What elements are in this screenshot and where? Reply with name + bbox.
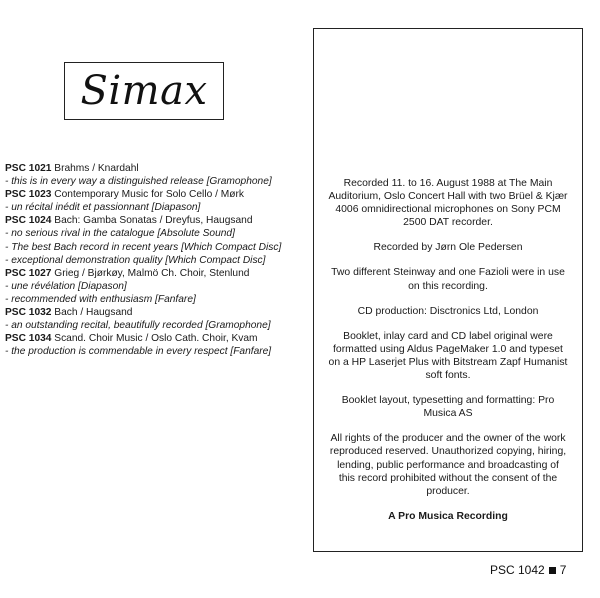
review-quote [5,345,305,358]
booklet-info: Booklet, inlay card and CD label original were formatted using Aldus PageMaker 1.0 and typeset on a HP Laserjet Plus with Bitstream Zapf Humanist soft fonts. [328,330,568,382]
instruments-info: Two different Steinway and one Fazioli were in use on this recording. [331,267,565,292]
review-quote [5,254,305,267]
review-quote [5,319,305,332]
entry-title: Grieg / Bjørkøy, Malmö Ch. Choir, Stenlund [51,267,250,279]
layout-info: Booklet layout, typesetting and formatting: Pro Musica AS [341,395,555,420]
pro-musica-credit: A Pro Musica Recording [388,510,508,522]
review-quote [5,241,305,254]
page-footer [490,563,566,577]
review-text: - this is in every way a distinguished release [Gramophone] [5,176,272,188]
review-text: - une révélation [Diapason] [5,280,127,292]
catalog-entry [5,214,305,227]
catalog-code: PSC 1024 [5,215,52,227]
catalog-code: PSC 1032 [5,307,52,319]
review-text: - no serious rival in the catalogue [Absolute Sound] [5,228,235,240]
page-number: 7 [559,563,567,577]
review-quote [5,175,305,188]
recording-info: Recorded 11. to 16. August 1988 at The Main Auditorium, Oslo Concert Hall with two Brüel & Kjær 4006 omnidirectional microphones on Sony PCM 2500 DAT recorder. [328,178,568,229]
catalog-code: PSC 1034 [5,333,52,345]
catalog-entry [5,267,305,280]
review-text: - The best Bach record in recent years [Which Compact Disc] [5,241,282,253]
catalog-code: PSC 1023 [5,189,52,201]
catalog-entry [5,332,305,345]
logo-text: Simax [80,68,208,114]
production-notes-box [313,28,583,552]
review-quote [5,201,305,214]
review-text: - exceptional demonstration quality [Which Compact Disc] [5,254,266,266]
catalog-entry [5,306,305,319]
review-text: - an outstanding recital, beautifully recorded [Gramophone] [5,320,271,332]
review-text: - un récital inédit et passionnant [Diapason] [5,202,201,214]
review-text: - recommended with enthusiasm [Fanfare] [5,293,196,305]
review-quote [5,227,305,240]
entry-title: Scand. Choir Music / Oslo Cath. Choir, Kvam [51,333,258,345]
entry-title: Contemporary Music for Solo Cello / Mørk [51,189,244,201]
simax-logo [64,62,224,120]
catalog-code: PSC 1027 [5,267,52,279]
recorded-by: Recorded by Jørn Ole Pedersen [373,242,523,254]
catalog-entry [5,188,305,201]
entry-title: Brahms / Knardahl [51,163,139,174]
cd-production: CD production: Disctronics Ltd, London [357,305,539,317]
catalog-number: PSC 1042 [490,563,545,577]
review-quote [5,293,305,306]
review-quote [5,280,305,293]
catalog-list [5,162,305,358]
review-text: - the production is commendable in every respect [Fanfare] [5,346,272,358]
entry-title: Bach / Haugsand [51,307,133,319]
catalog-code: PSC 1021 [5,163,52,174]
rights-notice: All rights of the producer and the owner of the work reproduced reserved. Unauthorized copying, hiring, lending, public performance and broadcasting of this record prohibited without the consent of the producer. [329,433,567,497]
square-bullet-icon [549,567,556,574]
entry-title: Bach: Gamba Sonatas / Dreyfus, Haugsand [51,215,253,227]
catalog-entry [5,162,305,175]
